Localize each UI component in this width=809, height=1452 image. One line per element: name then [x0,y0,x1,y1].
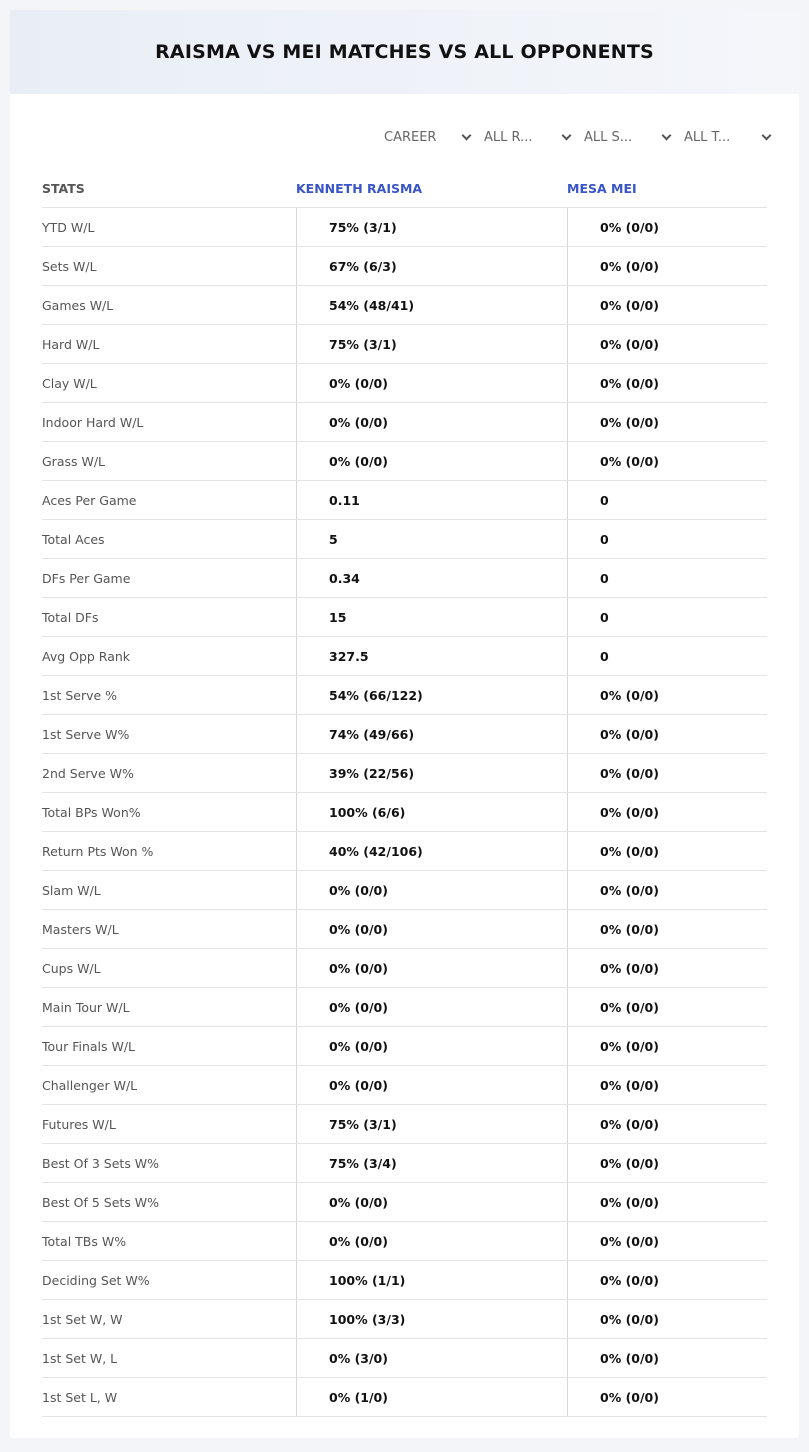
chevron-down-icon [462,130,472,140]
player2-stat-value: 0% (0/0) [567,403,767,441]
player2-stat-value: 0 [567,520,767,558]
player2-stat-value: 0% (0/0) [567,1222,767,1260]
stat-label: 2nd Serve W% [42,765,134,781]
table-row [42,1261,767,1300]
stat-label: DFs Per Game [42,570,131,586]
table-row [42,676,767,715]
player2-stat-value: 0% (0/0) [567,676,767,714]
stat-label: Best Of 5 Sets W% [42,1194,160,1210]
stat-label: Hard W/L [42,336,100,352]
table-row [42,325,767,364]
player1-stat-value: 0% (0/0) [296,871,567,909]
player1-stat-value: 327.5 [296,637,567,675]
player1-stat-value: 54% (66/122) [296,676,567,714]
table-row [42,364,767,403]
stat-label: Best Of 3 Sets W% [42,1155,160,1171]
stat-label: 1st Set W, L [42,1350,118,1366]
stat-label: Slam W/L [42,882,101,898]
player1-stat-value: 100% (1/1) [296,1261,567,1299]
table-row [42,1066,767,1105]
filter-bar [382,126,782,148]
player2-stat-value: 0% (0/0) [567,247,767,285]
filter-round-select[interactable] [482,126,582,148]
stat-label: Grass W/L [42,453,106,469]
table-row [42,403,767,442]
player2-stat-value: 0% (0/0) [567,364,767,402]
player1-stat-value: 74% (49/66) [296,715,567,753]
player1-link[interactable]: KENNETH RAISMA [296,181,423,196]
player1-stat-value: 0% (1/0) [296,1378,567,1416]
table-body [42,208,767,1417]
table-row [42,715,767,754]
player2-stat-value: 0% (0/0) [567,1105,767,1143]
player2-stat-value: 0 [567,559,767,597]
player1-stat-value: 0% (0/0) [296,442,567,480]
player2-stat-value: 0% (0/0) [567,793,767,831]
player1-stat-value: 100% (6/6) [296,793,567,831]
table-row [42,1222,767,1261]
player2-stat-value: 0% (0/0) [567,1378,767,1416]
stat-label: Challenger W/L [42,1077,138,1093]
stat-label: Total DFs [42,609,99,625]
table-row [42,1183,767,1222]
table-row [42,598,767,637]
table-row [42,949,767,988]
player1-stat-value: 75% (3/4) [296,1144,567,1182]
filter-label: ALL S... [584,129,633,145]
player2-stat-value: 0% (0/0) [567,754,767,792]
table-row [42,520,767,559]
table-row [42,910,767,949]
player2-stat-value: 0% (0/0) [567,442,767,480]
stat-label: Games W/L [42,297,114,313]
player2-link[interactable]: MESA MEI [567,181,637,196]
player1-stat-value: 0% (0/0) [296,949,567,987]
stat-label: Masters W/L [42,921,119,937]
column-header-stats: STATS [42,181,85,196]
stats-card [10,10,799,1438]
player1-stat-value: 0% (0/0) [296,988,567,1026]
card-header [10,10,799,94]
stats-table [42,170,767,1417]
table-row [42,442,767,481]
table-row [42,832,767,871]
chevron-down-icon [562,130,572,140]
table-row [42,754,767,793]
stat-label: Cups W/L [42,960,101,976]
filter-label: ALL R... [484,129,533,145]
player1-stat-value: 0% (0/0) [296,910,567,948]
stat-label: Deciding Set W% [42,1272,150,1288]
player1-stat-value: 15 [296,598,567,636]
player1-stat-value: 75% (3/1) [296,325,567,363]
player2-stat-value: 0 [567,481,767,519]
table-row [42,1027,767,1066]
table-row [42,286,767,325]
player1-stat-value: 0% (3/0) [296,1339,567,1377]
player1-stat-value: 0% (0/0) [296,1222,567,1260]
player2-stat-value: 0% (0/0) [567,1339,767,1377]
filter-tournament-select[interactable] [682,126,782,148]
player2-stat-value: 0% (0/0) [567,1183,767,1221]
table-row [42,988,767,1027]
player2-stat-value: 0 [567,637,767,675]
player2-stat-value: 0% (0/0) [567,1144,767,1182]
player2-stat-value: 0% (0/0) [567,1027,767,1065]
stat-label: Total BPs Won% [42,804,141,820]
table-row [42,1105,767,1144]
player2-stat-value: 0% (0/0) [567,988,767,1026]
player1-stat-value: 100% (3/3) [296,1300,567,1338]
player2-stat-value: 0% (0/0) [567,910,767,948]
player1-stat-value: 54% (48/41) [296,286,567,324]
page-title: RAISMA VS MEI MATCHES VS ALL OPPONENTS [155,41,654,63]
filter-label: ALL T... [684,129,731,145]
player2-stat-value: 0 [567,598,767,636]
stat-label: Avg Opp Rank [42,648,131,664]
table-row [42,871,767,910]
table-row [42,793,767,832]
player1-stat-value: 75% (3/1) [296,1105,567,1143]
player2-stat-value: 0% (0/0) [567,286,767,324]
stat-label: Futures W/L [42,1116,116,1132]
player1-stat-value: 0.11 [296,481,567,519]
stat-label: Main Tour W/L [42,999,130,1015]
stat-label: 1st Set W, W [42,1311,123,1327]
player1-stat-value: 40% (42/106) [296,832,567,870]
player1-stat-value: 0% (0/0) [296,1066,567,1104]
stat-label: 1st Serve W% [42,726,130,742]
table-row [42,1339,767,1378]
stat-label: Return Pts Won % [42,843,154,859]
player2-stat-value: 0% (0/0) [567,832,767,870]
table-row [42,1378,767,1417]
player2-stat-value: 0% (0/0) [567,949,767,987]
stat-label: 1st Set L, W [42,1389,118,1405]
table-row [42,1144,767,1183]
player2-stat-value: 0% (0/0) [567,715,767,753]
player2-stat-value: 0% (0/0) [567,871,767,909]
player1-stat-value: 39% (22/56) [296,754,567,792]
table-row [42,208,767,247]
stat-label: Aces Per Game [42,492,137,508]
player1-stat-value: 67% (6/3) [296,247,567,285]
player2-stat-value: 0% (0/0) [567,325,767,363]
stat-label: Indoor Hard W/L [42,414,144,430]
stat-label: 1st Serve % [42,687,118,703]
player1-stat-value: 5 [296,520,567,558]
stat-label: Total Aces [42,531,105,547]
player1-stat-value: 75% (3/1) [296,208,567,246]
chevron-down-icon [662,130,672,140]
player2-stat-value: 0% (0/0) [567,1261,767,1299]
player1-stat-value: 0% (0/0) [296,403,567,441]
table-row [42,637,767,676]
table-header [42,170,767,208]
stat-label: Sets W/L [42,258,97,274]
stat-label: Tour Finals W/L [42,1038,136,1054]
filter-surface-select[interactable] [582,126,682,148]
filter-career-select[interactable] [382,126,482,148]
player2-stat-value: 0% (0/0) [567,208,767,246]
player1-stat-value: 0% (0/0) [296,1027,567,1065]
player1-stat-value: 0% (0/0) [296,1183,567,1221]
filter-label: CAREER [384,129,437,145]
table-row [42,481,767,520]
player1-stat-value: 0.34 [296,559,567,597]
player2-stat-value: 0% (0/0) [567,1300,767,1338]
stat-label: Total TBs W% [42,1233,127,1249]
stat-label: Clay W/L [42,375,97,391]
stat-label: YTD W/L [42,219,95,235]
player1-stat-value: 0% (0/0) [296,364,567,402]
table-row [42,559,767,598]
chevron-down-icon [762,130,772,140]
table-row [42,247,767,286]
player2-stat-value: 0% (0/0) [567,1066,767,1104]
table-row [42,1300,767,1339]
